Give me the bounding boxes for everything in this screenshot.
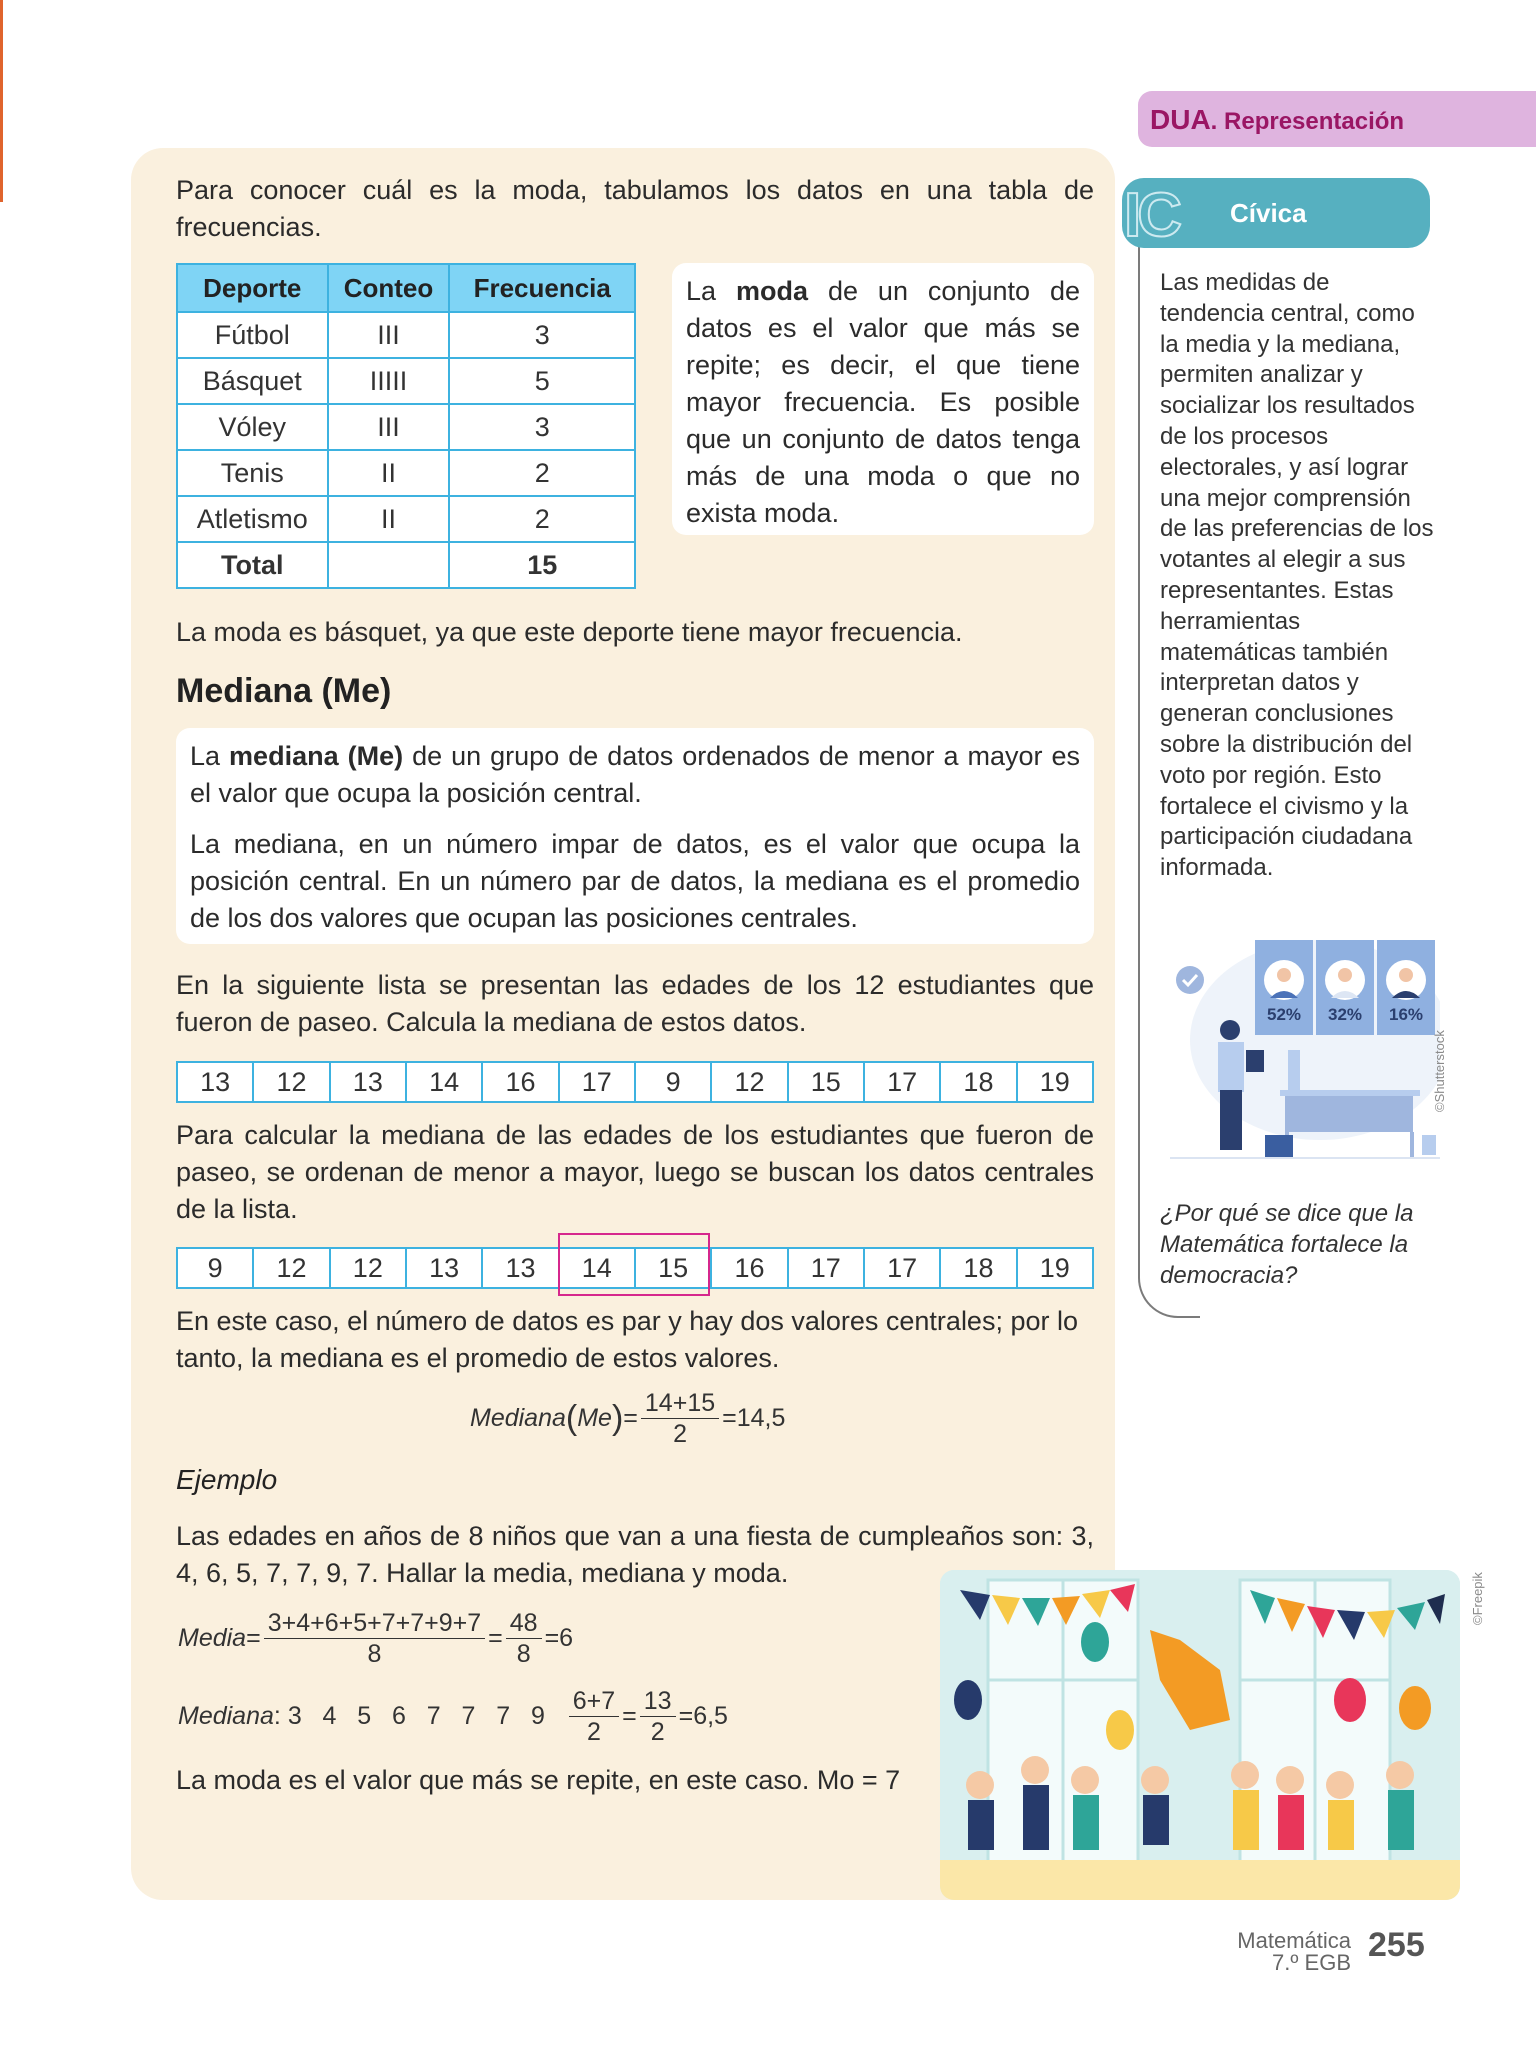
moda-definition-box (672, 263, 1094, 535)
denominator: 2 (673, 1420, 687, 1448)
table-row (177, 312, 635, 358)
age-cell: 16 (483, 1063, 559, 1101)
age-cell: 19 (1039, 1067, 1070, 1097)
median-def-pre: La (190, 741, 230, 771)
cell-frequency: 3 (449, 312, 635, 358)
vote-percentage-1: 52% (1266, 1005, 1302, 1024)
moda-conclusion: La moda es básquet, ya que este deporte tiene mayor frecuencia. (176, 617, 963, 647)
age-cell: 13 (407, 1249, 483, 1287)
formula-me: Me (577, 1404, 612, 1432)
age-cell-central: 15 (636, 1249, 712, 1287)
median-def-paragraph-2: La mediana, en un número impar de datos, es el valor que ocupa la posición central. En un número par de datos, la mediana es el promedio de los dos valores que ocupan las posiciones centrales. (190, 829, 1080, 933)
cell-sport: Básquet (177, 358, 328, 404)
page-number: 255 (1368, 1926, 1425, 1964)
age-cell: 17 (560, 1063, 636, 1101)
age-cell: 18 (941, 1249, 1017, 1287)
grade-level: 7.º EGB (1272, 1950, 1351, 1975)
median-definition-box (176, 728, 1094, 944)
age-cell: 13 (178, 1063, 254, 1101)
freepik-credit: ©Freepik (1470, 1572, 1485, 1625)
media-formula: Media = $\frac{3+4+6+5+7+7+9+7}{8}$ = $\frac{48}{8}$ =6 (178, 1609, 574, 1668)
table-total-row (177, 542, 635, 588)
dua-rest: . Representación (1210, 108, 1405, 135)
fraction (640, 1686, 676, 1747)
age-cell: 15 (789, 1063, 865, 1101)
table-row (177, 358, 635, 404)
vote-percentage-3: 16% (1388, 1005, 1424, 1024)
mediana-label: Mediana (178, 1702, 274, 1730)
intro-text: Para conocer cuál es la moda, tabulamos los datos en una tabla de frecuencias. (176, 175, 1094, 242)
denominator: 8 (367, 1640, 382, 1668)
moda-term: moda (735, 276, 808, 306)
age-cell: 9 (178, 1249, 254, 1287)
median-formula: Mediana ( Me ) = $\frac{14+15}{2}$ =14,5 (470, 1389, 786, 1448)
frame-mask (1200, 1300, 1320, 1320)
mediana-sequence: 3 4 5 6 7 7 7 9 (287, 1702, 545, 1730)
moda-def-pre: La (686, 276, 736, 306)
cell-sport: Vóley (177, 404, 328, 450)
age-cell: 16 (712, 1249, 788, 1287)
age-cell: 12 (254, 1249, 330, 1287)
header-frecuencia: Frecuencia (449, 264, 635, 312)
cell-frequency: 2 (449, 450, 635, 496)
age-cell: 17 (789, 1249, 865, 1287)
denominator: 8 (516, 1640, 531, 1668)
shutterstock-credit: ©Shutterstock (1432, 1030, 1447, 1112)
age-cell: 19 (1039, 1253, 1070, 1283)
table-row (177, 450, 635, 496)
page-edge-marker (0, 0, 3, 202)
civica-body: Las medidas de tendencia central, como la media y la mediana, permiten analizar y socializar los resultados de los procesos electorales, y así lograr una mejor comprensión de las preferencias de los votantes al elegir a sus representantes. Estas herramientas matemáticas también interpretan datos y generan conclusiones sobre la distribución del voto por región. Esto fortalece el civismo y la participación ciudadana informada. (1160, 269, 1434, 882)
cell-sport: Tenis (177, 450, 328, 496)
mediana-formula: Mediana : 3 4 5 6 7 7 7 9 $\frac{6+7}{2}$ = $\frac{13}{2}$ =6,5 (178, 1687, 728, 1746)
fraction (641, 1388, 719, 1449)
footer-subject (1237, 1930, 1351, 1974)
media-result: =6 (544, 1624, 574, 1652)
mediana-result: =6,5 (678, 1702, 728, 1730)
subject-name: Matemática (1237, 1928, 1351, 1953)
table-row (177, 404, 635, 450)
cell-tally: IIIII (328, 358, 450, 404)
fraction (506, 1608, 542, 1669)
dua-bold: DUA (1150, 104, 1211, 135)
frequency-table (176, 263, 636, 589)
vote-percentage-2: 32% (1327, 1005, 1363, 1024)
table-header-row (177, 264, 635, 312)
numerator: 6+7 (569, 1686, 619, 1717)
even-explanation: En este caso, el número de datos es par y hay dos valores centrales; por lo tanto, la mediana es el promedio de estos valores. (176, 1306, 1078, 1373)
moda-def-post: de un conjunto de datos es el valor que más se repite; es decir, el que tiene mayor frecuencia. Es posible que un conjunto de datos tenga más de una moda o que no exista moda. (686, 276, 1080, 528)
cell-sport: Fútbol (177, 312, 328, 358)
denominator: 2 (587, 1718, 601, 1746)
ic-logo-icon: IC (1124, 181, 1178, 250)
cell-frequency: 2 (449, 496, 635, 542)
numerator: 13 (640, 1686, 676, 1717)
central-values-highlight (558, 1233, 710, 1296)
civica-title: Cívica (1230, 198, 1307, 228)
election-illustration (1170, 930, 1440, 1170)
numerator: 14+15 (641, 1388, 719, 1419)
moda-example-conclusion: La moda es el valor que más se repite, en este caso. Mo = 7 (176, 1765, 901, 1795)
numerator: 48 (506, 1608, 542, 1639)
total-value: 15 (449, 542, 635, 588)
cell-tally: III (328, 404, 450, 450)
ages-intro: En la siguiente lista se presentan las edades de los 12 estudiantes que fueron de paseo. Calcula la mediana de estos datos. (176, 970, 1094, 1037)
header-deporte: Deporte (177, 264, 328, 312)
dua-title (1150, 104, 1404, 136)
table-row (177, 496, 635, 542)
age-cell: 17 (865, 1249, 941, 1287)
age-cell: 12 (712, 1063, 788, 1101)
median-section-title: Mediana (Me) (176, 672, 392, 710)
age-cell: 13 (331, 1063, 407, 1101)
media-label: Media (178, 1624, 247, 1652)
cell-sport: Atletismo (177, 496, 328, 542)
denominator: 2 (650, 1718, 665, 1746)
age-cell: 17 (865, 1063, 941, 1101)
formula-label: Mediana (470, 1404, 566, 1432)
age-cell: 12 (331, 1249, 407, 1287)
total-label: Total (177, 542, 328, 588)
example-heading: Ejemplo (176, 1464, 278, 1495)
age-cell: 12 (254, 1063, 330, 1101)
birthday-party-illustration (940, 1570, 1460, 1900)
age-cell: 14 (407, 1063, 483, 1101)
cell-frequency: 3 (449, 404, 635, 450)
age-cell-central: 14 (560, 1249, 636, 1287)
raw-ages-row (176, 1061, 1094, 1103)
civica-question: ¿Por qué se dice que la Matemática fortalece la democracia? (1160, 1200, 1414, 1289)
cell-tally: II (328, 496, 450, 542)
example-statement: Las edades en años de 8 niños que van a una fiesta de cumpleaños son: 3, 4, 6, 5, 7, 7, 9, 7. Hallar la media, mediana y moda. (176, 1521, 1094, 1588)
cell-tally: II (328, 450, 450, 496)
cell-tally: III (328, 312, 450, 358)
header-conteo: Conteo (328, 264, 450, 312)
cell-frequency: 5 (449, 358, 635, 404)
ages-explanation: Para calcular la mediana de las edades de los estudiantes que fueron de paseo, se ordenan de menor a mayor, luego se buscan los datos centrales de la lista. (176, 1120, 1094, 1224)
total-tally (328, 542, 450, 588)
median-term: mediana (Me) (229, 741, 404, 771)
formula-result: =14,5 (722, 1404, 786, 1432)
age-cell: 9 (636, 1063, 712, 1101)
age-cell: 18 (941, 1063, 1017, 1101)
fraction (569, 1686, 619, 1747)
fraction (264, 1608, 485, 1669)
numerator: 3+4+6+5+7+7+9+7 (264, 1608, 485, 1639)
median-def-paragraph-1 (190, 738, 1080, 812)
median-def-post: de un grupo de datos ordenados de menor a mayor es el valor que ocupa la posición central. (190, 741, 1080, 808)
age-cell: 13 (483, 1249, 559, 1287)
